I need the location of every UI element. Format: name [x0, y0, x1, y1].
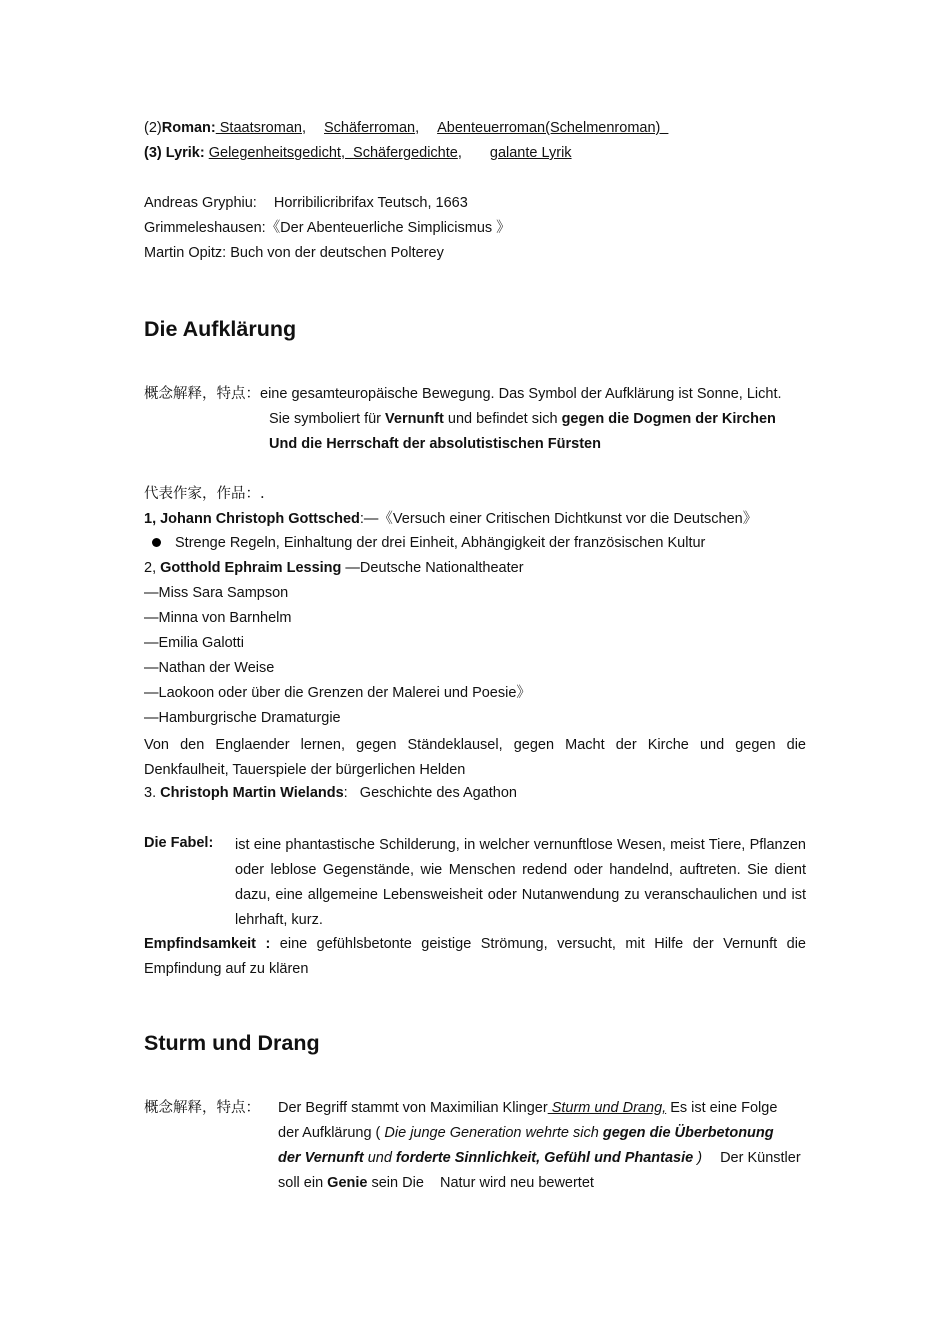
roman-item: Schäferroman: [324, 120, 416, 136]
concept-keyword: forderte Sinnlichkeit, Gefühl und Phantasie: [395, 1150, 694, 1166]
separator: ,: [301, 120, 306, 136]
author-number: 3.: [144, 785, 161, 801]
roman-genres-line: [144, 118, 668, 138]
sturm-concept-line: [278, 1148, 801, 1168]
lyrik-item: Gelegenheitsgedicht: [208, 145, 341, 161]
work-title: 《Der Abenteuerliche Simplicismus 》: [265, 220, 511, 236]
lessing-work: —Emilia Galotti: [144, 635, 244, 651]
aufklaerung-concept-line: [144, 384, 782, 404]
author-work: :—《Versuch einer Critischen Dichtkunst vor die Deutschen》: [359, 511, 758, 527]
separator: ,: [457, 145, 462, 161]
concept-text: und befindet sich: [443, 411, 562, 427]
work-author: Andreas Gryphiu:: [144, 195, 257, 211]
concept-text: Der Künstler: [720, 1150, 801, 1166]
concept-text: Sie symboliert für: [269, 411, 386, 427]
fabel-text: ist eine phantastische Schilderung, in welcher vernunftlose Wesen, meist Tiere, Pflanzen oder leblose Gegenstände, wie Menschen redend oder handelnd, auftreten. Sie dient dazu, eine allgemeine Lebensweisheit oder Nutanwendung zu veranschaulichen und ist lehrhaft, kurz.: [235, 837, 806, 928]
author-name: Christoph Martin Wielands: [160, 785, 344, 801]
lyrik-item: Schäfergedichte: [344, 145, 458, 161]
bullet-icon: [152, 538, 161, 547]
work-author: Martin Opitz:: [144, 245, 227, 261]
lessing-work: —Nathan der Weise: [144, 660, 275, 676]
concept-keyword: gegen die Überbetonung: [602, 1125, 774, 1141]
section-heading-aufklaerung: Die Aufklärung: [144, 317, 297, 341]
concept-text: Die junge Generation wehrte sich: [384, 1125, 603, 1141]
lessing-work: —Miss Sara Sampson: [144, 585, 289, 601]
lessing-work: —Minna von Barnhelm: [144, 610, 292, 626]
separator: ,: [340, 145, 345, 161]
concept-keyword: gegen die Dogmen der Kirchen: [561, 411, 776, 427]
fabel-label: Die Fabel:: [144, 835, 214, 851]
empfindsamkeit-paragraph: [144, 932, 806, 982]
author-number: 2,: [144, 560, 161, 576]
aufklaerung-concept-line: [269, 409, 776, 429]
section-heading-sturm: Sturm und Drang: [144, 1031, 320, 1055]
empfindsamkeit-label: Empfindsamkeit :: [144, 936, 271, 952]
bullet-text: Strenge Regeln, Einhaltung der drei Einheit, Abhängigkeit der französischen Kultur: [175, 535, 706, 551]
authors-label: 代表作家，作品：.: [144, 486, 265, 502]
lessing-work: —Laokoon oder über die Grenzen der Malerei und Poesie》: [144, 685, 531, 701]
concept-keyword: der Vernunft: [278, 1150, 364, 1166]
author-name: Gotthold Ephraim Lessing: [160, 560, 342, 576]
work-title: Buch von der deutschen Polterey: [230, 245, 444, 261]
concept-text: der Aufklärung (: [278, 1125, 385, 1141]
lyrik-genres-line: [144, 143, 572, 163]
concept-text: Der Begriff stammt von Maximilian Klinger: [278, 1100, 548, 1116]
separator: ,: [415, 120, 420, 136]
concept-text: soll ein: [278, 1175, 328, 1191]
work-line: [144, 243, 444, 263]
work-title: Horribilicribrifax Teutsch, 1663: [273, 195, 468, 211]
concept-label: 概念解释，特点：: [144, 386, 260, 402]
concept-keyword: Sturm und Drang,: [547, 1100, 667, 1116]
concept-text: Es ist eine Folge: [666, 1100, 778, 1116]
empfindsamkeit-text: eine gefühlsbetonte geistige Strömung, versucht, mit Hilfe der Vernunft die Empfindung auf zu klären: [144, 936, 806, 977]
lyrik-item: galante Lyrik: [489, 145, 572, 161]
author-gottsched: [144, 509, 757, 529]
sturm-concept-line: [278, 1173, 594, 1193]
author-lessing: [144, 558, 524, 578]
bullet-item: [152, 533, 705, 553]
author-name: 1, Johann Christoph Gottsched: [144, 511, 360, 527]
aufklaerung-concept-line: Und die Herrschaft der absolutistischen Fürsten: [269, 436, 601, 452]
lyrik-label: (3) Lyrik:: [144, 145, 205, 161]
work-line: [144, 193, 468, 213]
author-work: : Geschichte des Agathon: [343, 785, 517, 801]
roman-item: Abenteuerroman(Schelmenroman): [437, 120, 669, 136]
concept-text: und: [363, 1150, 396, 1166]
lessing-summary: Von den Englaender lernen, gegen Ständeklausel, gegen Macht der Kirche und gegen die Denkfaulheit, Tauerspiele der bürgerlichen Helden: [144, 737, 806, 778]
roman-prefix: (2): [144, 120, 162, 136]
roman-item: Staatsroman: [215, 120, 302, 136]
concept-text: ): [693, 1150, 703, 1166]
roman-label: Roman:: [161, 120, 216, 136]
concept-text: sein Die Natur wird neu bewertet: [367, 1175, 594, 1191]
author-wieland: [144, 783, 517, 803]
sturm-concept-line: [278, 1098, 777, 1118]
concept-text: eine gesamteuropäische Bewegung. Das Symbol der Aufklärung ist Sonne, Licht.: [260, 386, 782, 402]
concept-keyword: Genie: [327, 1175, 368, 1191]
sturm-concept-line: [278, 1123, 774, 1143]
concept-label: 概念解释，特点：: [144, 1100, 260, 1116]
concept-keyword: Vernunft: [385, 411, 444, 427]
work-author: Grimmeleshausen:: [144, 220, 266, 236]
author-work: —Deutsche Nationaltheater: [341, 560, 524, 576]
sturm-concept-label-line: [144, 1098, 260, 1118]
lessing-work: —Hamburgrische Dramaturgie: [144, 710, 341, 726]
work-line: [144, 218, 511, 238]
